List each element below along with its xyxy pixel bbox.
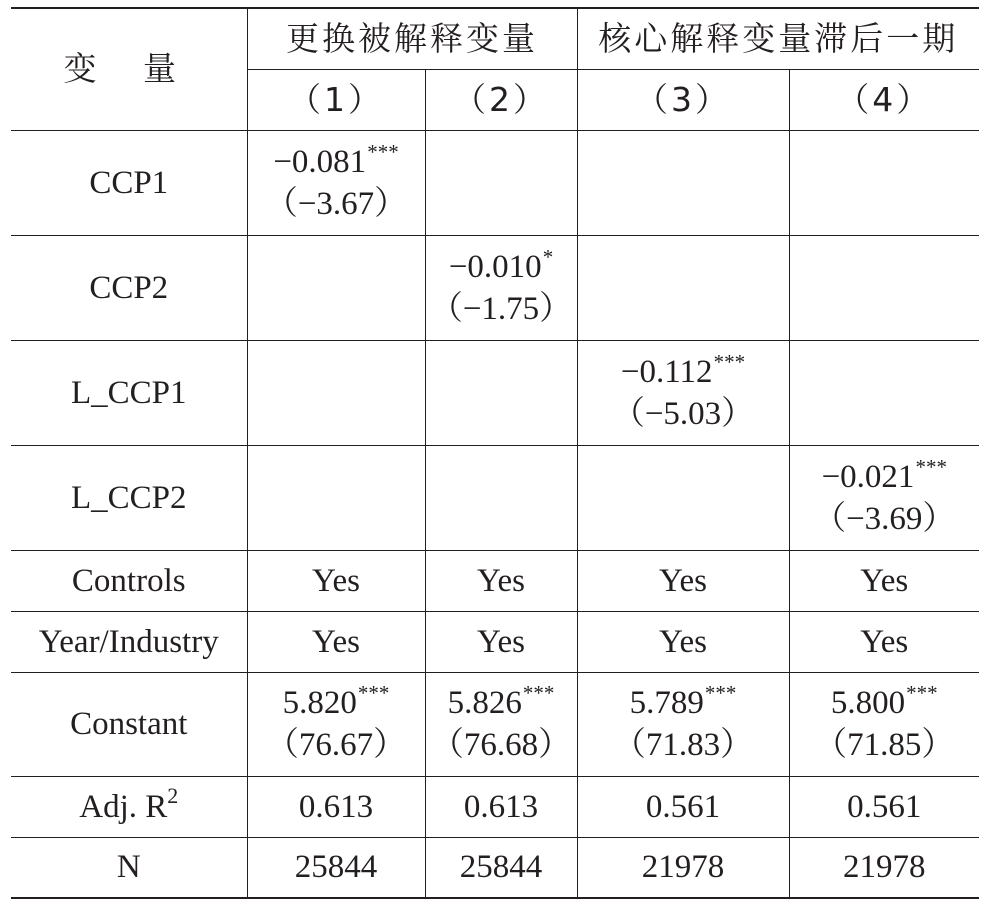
cell-adj-r2-col2: 0.613 <box>425 776 577 837</box>
significance-stars: *** <box>522 681 555 705</box>
row-adj-r2 <box>11 776 979 837</box>
coef-number: 5.826 <box>447 685 522 721</box>
cell-lccp2-col4 <box>789 445 979 550</box>
coef-value <box>578 682 789 724</box>
row-label-adj-r2 <box>11 776 247 837</box>
group-header-lagged-core: 核心解释变量滞后一期 <box>577 8 979 69</box>
significance-stars: *** <box>906 681 938 705</box>
row-label-controls: Controls <box>11 550 247 611</box>
cell-empty <box>425 340 577 445</box>
coef-value <box>248 141 425 183</box>
cell-adj-r2-col4: 0.561 <box>789 776 979 837</box>
significance-stars: *** <box>357 681 390 705</box>
coef-value <box>426 682 577 724</box>
coef-value <box>426 246 577 288</box>
cell-n-col3: 21978 <box>577 837 789 898</box>
cell-constant-col3 <box>577 672 789 776</box>
cell-n-col2: 25844 <box>425 837 577 898</box>
row-label-n: N <box>11 837 247 898</box>
row-ccp2 <box>11 235 979 340</box>
cell-empty <box>425 130 577 235</box>
t-statistic: （−3.67） <box>264 185 408 222</box>
coef-number: −0.021 <box>821 458 915 495</box>
cell-ccp1-col1 <box>247 130 425 235</box>
t-statistic: （71.83） <box>612 727 754 763</box>
group-header-replace-dependent: 更换被解释变量 <box>247 8 577 69</box>
t-statistic: （76.67） <box>265 727 407 763</box>
cell-lccp1-col3 <box>577 340 789 445</box>
row-controls <box>11 550 979 611</box>
coef-number: −0.112 <box>620 353 713 390</box>
row-lccp2 <box>11 445 979 550</box>
cell-controls-col3: Yes <box>577 550 789 611</box>
t-statistic: （76.68） <box>430 727 572 763</box>
coef-number: 5.800 <box>830 685 906 721</box>
t-statistic: （−1.75） <box>429 290 573 327</box>
row-label-constant: Constant <box>11 672 247 776</box>
t-statistic: （−5.03） <box>611 395 755 432</box>
cell-controls-col4: Yes <box>789 550 979 611</box>
cell-ccp2-col2 <box>425 235 577 340</box>
coef-value <box>790 456 980 498</box>
coef-number: −0.010 <box>448 248 542 285</box>
significance-stars: *** <box>713 349 746 374</box>
row-label-year-industry: Year/Industry <box>11 611 247 672</box>
cell-n-col1: 25844 <box>247 837 425 898</box>
cell-empty <box>577 130 789 235</box>
row-label-lccp2: L_CCP2 <box>11 445 247 550</box>
cell-empty <box>247 235 425 340</box>
row-label-ccp1: CCP1 <box>11 130 247 235</box>
cell-empty <box>425 445 577 550</box>
significance-stars: *** <box>704 681 737 705</box>
cell-controls-col2: Yes <box>425 550 577 611</box>
coef-value <box>248 682 425 724</box>
superscript-two: 2 <box>167 782 179 808</box>
cell-year-industry-col3: Yes <box>577 611 789 672</box>
cell-empty <box>577 235 789 340</box>
col-number-1: （1） <box>247 69 425 130</box>
significance-stars: *** <box>367 139 399 164</box>
regression-table <box>11 7 979 899</box>
row-label-ccp2: CCP2 <box>11 235 247 340</box>
significance-stars: *** <box>915 454 947 479</box>
col-number-3: （3） <box>577 69 789 130</box>
cell-empty <box>789 235 979 340</box>
t-statistic: （−3.69） <box>813 500 956 537</box>
variable-header: 变 量 <box>11 8 247 130</box>
cell-empty <box>789 340 979 445</box>
cell-adj-r2-col3: 0.561 <box>577 776 789 837</box>
cell-n-col4: 21978 <box>789 837 979 898</box>
cell-year-industry-col2: Yes <box>425 611 577 672</box>
col-number-2: （2） <box>425 69 577 130</box>
coef-value <box>790 682 980 724</box>
coef-value <box>578 351 789 393</box>
significance-stars: * <box>542 244 554 269</box>
cell-year-industry-col1: Yes <box>247 611 425 672</box>
header-row-groups <box>11 8 979 69</box>
adj-r-label: Adj. R <box>79 788 168 825</box>
row-lccp1 <box>11 340 979 445</box>
row-constant <box>11 672 979 776</box>
row-year-industry <box>11 611 979 672</box>
col-number-4: （4） <box>789 69 979 130</box>
cell-constant-col1 <box>247 672 425 776</box>
cell-empty <box>789 130 979 235</box>
cell-empty <box>247 445 425 550</box>
cell-constant-col2 <box>425 672 577 776</box>
row-n <box>11 837 979 898</box>
coef-number: 5.789 <box>629 685 704 721</box>
cell-adj-r2-col1: 0.613 <box>247 776 425 837</box>
cell-empty <box>577 445 789 550</box>
t-statistic: （71.85） <box>814 727 955 763</box>
cell-empty <box>247 340 425 445</box>
cell-controls-col1: Yes <box>247 550 425 611</box>
row-ccp1 <box>11 130 979 235</box>
coef-number: 5.820 <box>282 685 357 721</box>
cell-constant-col4 <box>789 672 979 776</box>
row-label-lccp1: L_CCP1 <box>11 340 247 445</box>
cell-year-industry-col4: Yes <box>789 611 979 672</box>
coef-number: −0.081 <box>273 143 367 180</box>
